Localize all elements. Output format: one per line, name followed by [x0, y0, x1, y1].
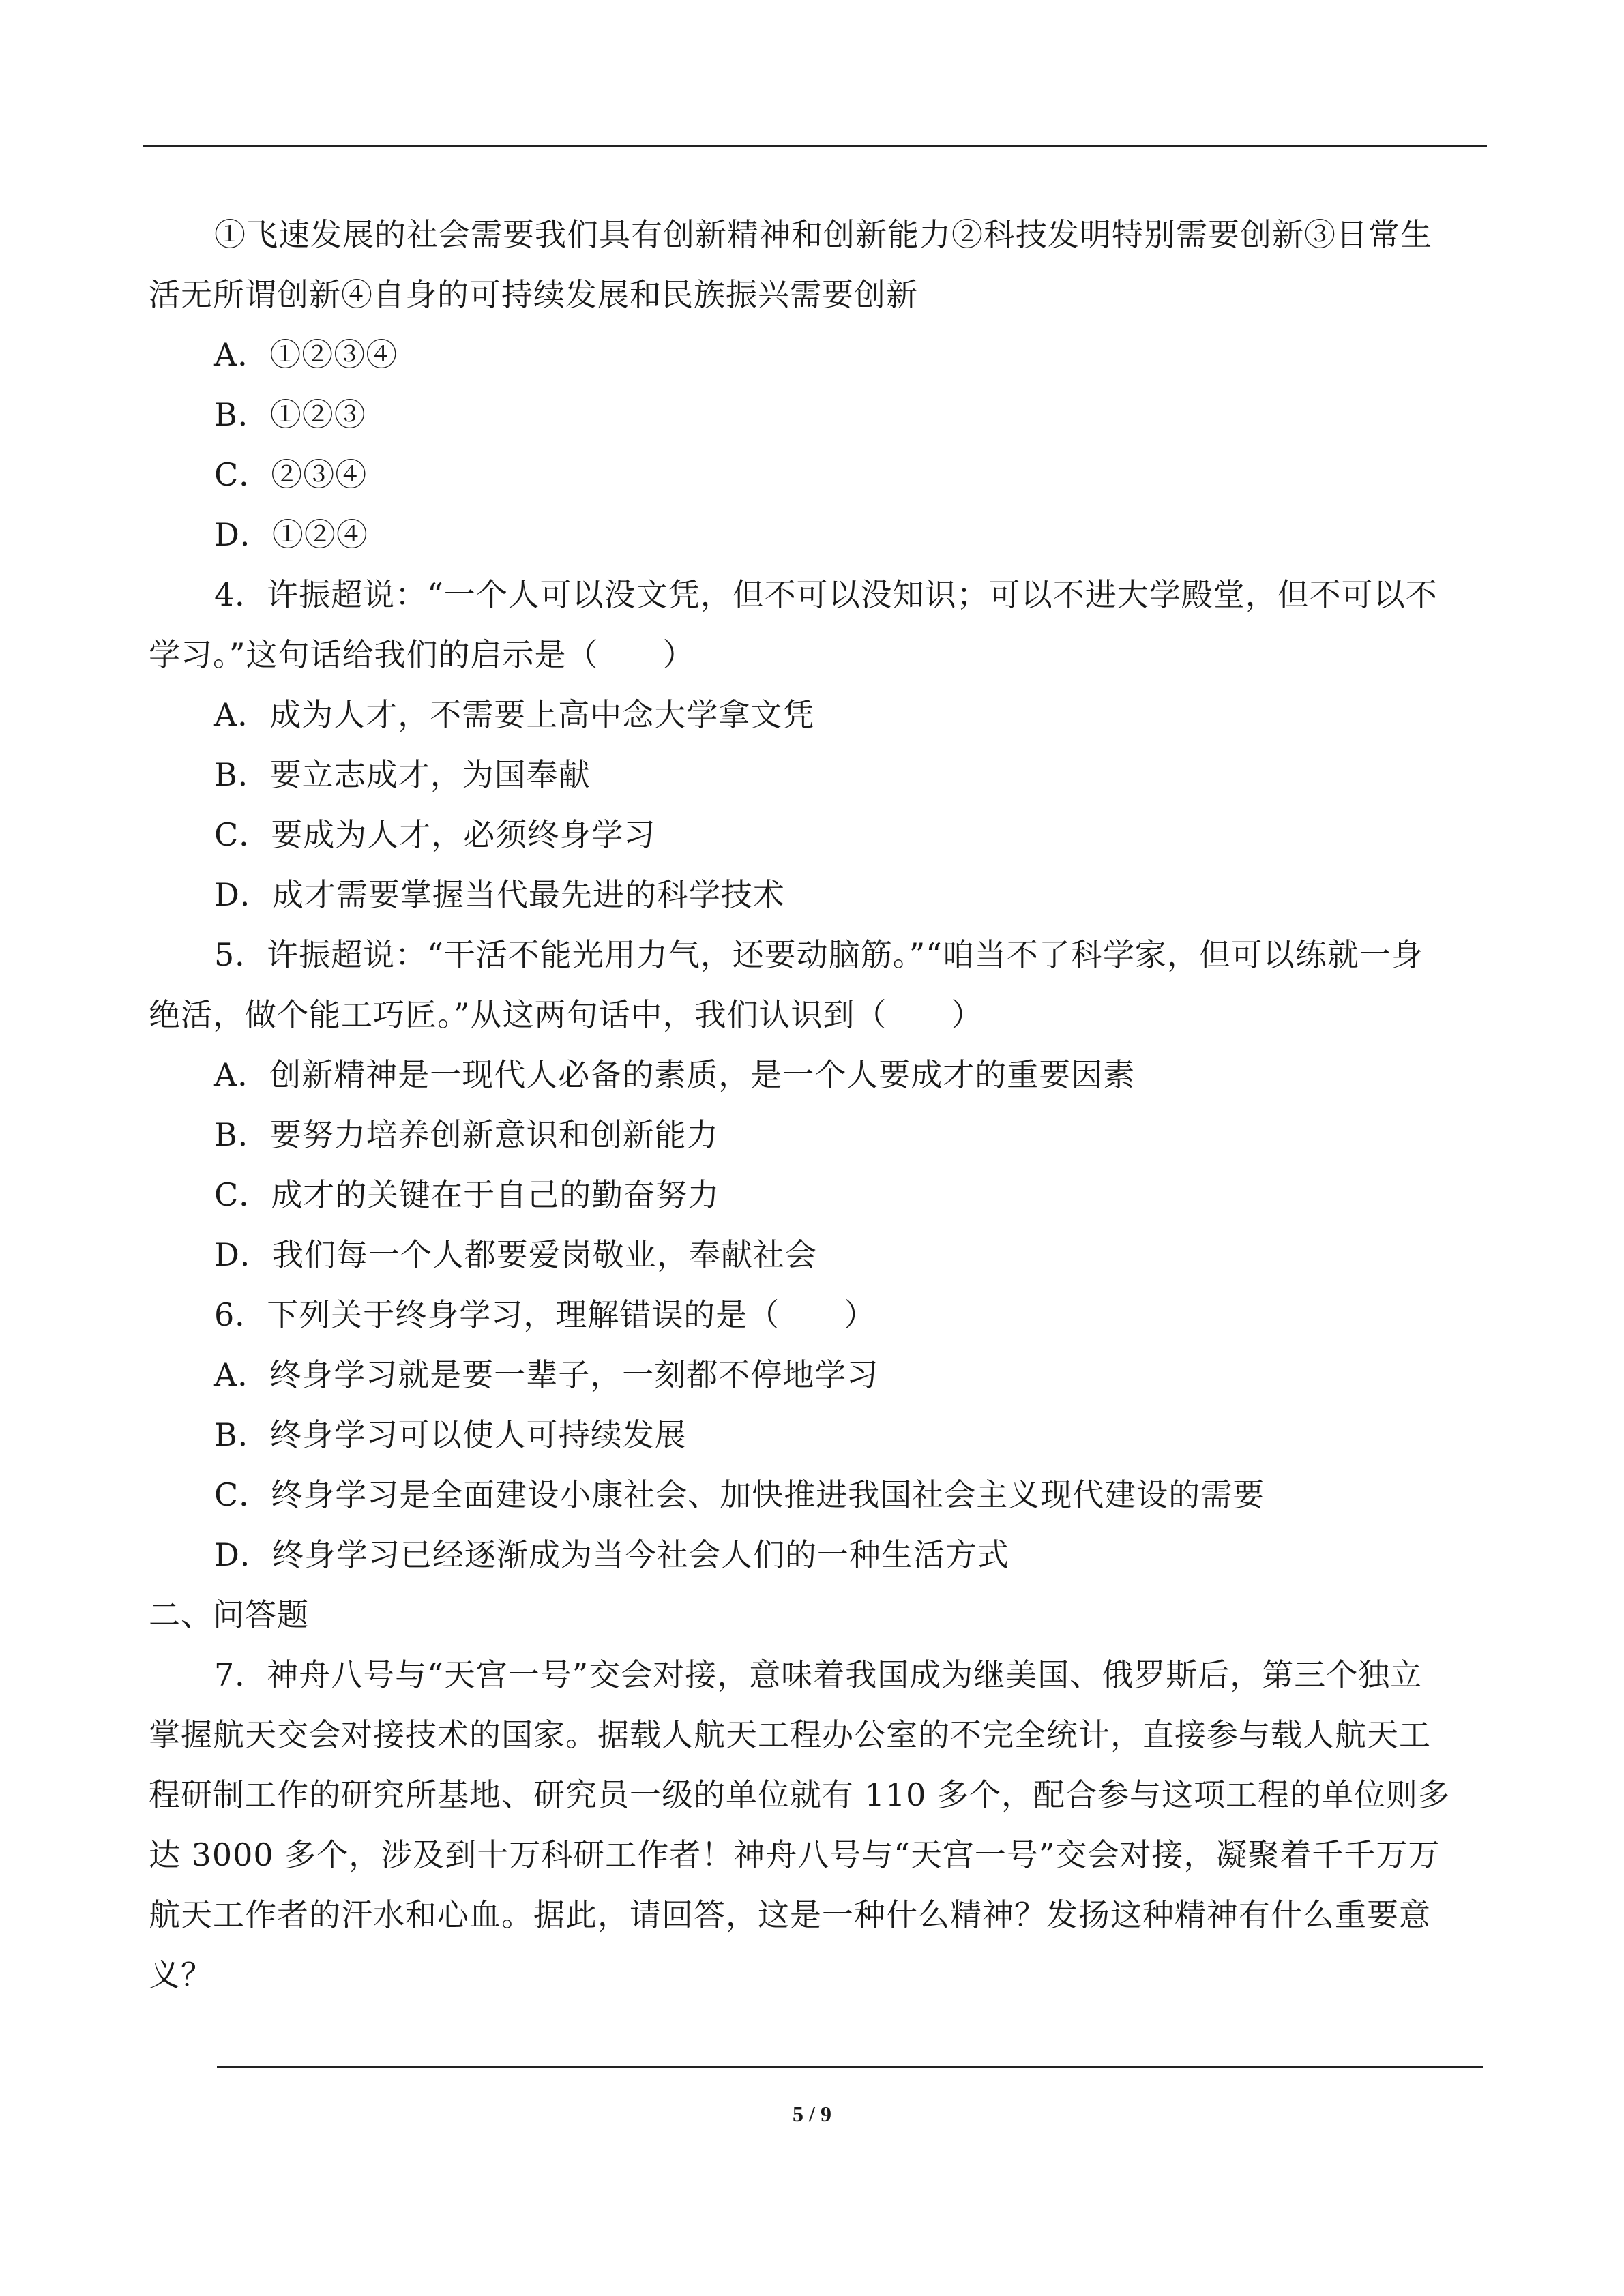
text-line: 掌握航天交会对接技术的国家。据载人航天工程办公室的不完全统计，直接参与载人航天工 [149, 1716, 1431, 1753]
text-line: B．要立志成才，为国奉献 [214, 756, 591, 793]
text-line: D．①②④ [214, 516, 368, 553]
text-line: ①飞速发展的社会需要我们具有创新精神和创新能力②科技发明特别需要创新③日常生 [214, 216, 1432, 253]
text-line: 活无所谓创新④自身的可持续发展和民族振兴需要创新 [149, 276, 918, 313]
text-line: B．终身学习可以使人可持续发展 [214, 1416, 687, 1453]
text-line: 6．下列关于终身学习，理解错误的是（ ） [214, 1296, 876, 1333]
text-line: 绝活，做个能工巧匠。”从这两句话中，我们认识到（ ） [149, 996, 984, 1033]
text-line: 7．神舟八号与“天宫一号”交会对接，意味着我国成为继美国、俄罗斯后，第三个独立 [214, 1656, 1423, 1693]
text-line: C．成才的关键在于自己的勤奋努力 [214, 1176, 720, 1213]
text-line: A．创新精神是一现代人必备的素质，是一个人要成才的重要因素 [214, 1056, 1136, 1093]
footer-rule [217, 2066, 1483, 2068]
text-line: A．成为人才，不需要上高中念大学拿文凭 [214, 696, 815, 733]
page-number: 5 / 9 [793, 2102, 831, 2126]
text-line: B．①②③ [214, 396, 366, 433]
text-line: A．①②③④ [214, 336, 398, 373]
text-line: 程研制工作的研究所基地、研究员一级的单位就有 110 多个，配合参与这项工程的单位则多 [149, 1776, 1451, 1813]
text-line: D．我们每一个人都要爱岗敬业，奉献社会 [214, 1236, 817, 1273]
document-body [149, 205, 1486, 2005]
text-line: 学习。”这句话给我们的启示是（ ） [149, 636, 695, 673]
text-line: 达 3000 多个，涉及到十万科研工作者！神舟八号与“天宫一号”交会对接，凝聚着千千万万 [149, 1836, 1441, 1873]
text-line: 义？ [149, 1956, 213, 1993]
text-line: D．终身学习已经逐渐成为当今社会人们的一种生活方式 [214, 1536, 1009, 1573]
text-line: C．终身学习是全面建设小康社会、加快推进我国社会主义现代建设的需要 [214, 1476, 1265, 1513]
text-line: B．要努力培养创新意识和创新能力 [214, 1116, 719, 1153]
text-line: 4．许振超说：“一个人可以没文凭，但不可以没知识；可以不进大学殿堂，但不可以不 [214, 576, 1438, 613]
text-line: A．终身学习就是要一辈子，一刻都不停地学习 [214, 1356, 879, 1393]
text-line: C．要成为人才，必须终身学习 [214, 816, 656, 853]
text-line: 二、问答题 [149, 1596, 309, 1633]
text-line: C．②③④ [214, 456, 368, 493]
header-rule [143, 145, 1487, 147]
text-line: 5．许振超说：“干活不能光用力气，还要动脑筋。”“咱当不了科学家，但可以练就一身 [214, 936, 1423, 973]
text-line: 航天工作者的汗水和心血。据此，请回答，这是一种什么精神？发扬这种精神有什么重要意 [149, 1896, 1431, 1933]
text-line: D．成才需要掌握当代最先进的科学技术 [214, 876, 785, 913]
